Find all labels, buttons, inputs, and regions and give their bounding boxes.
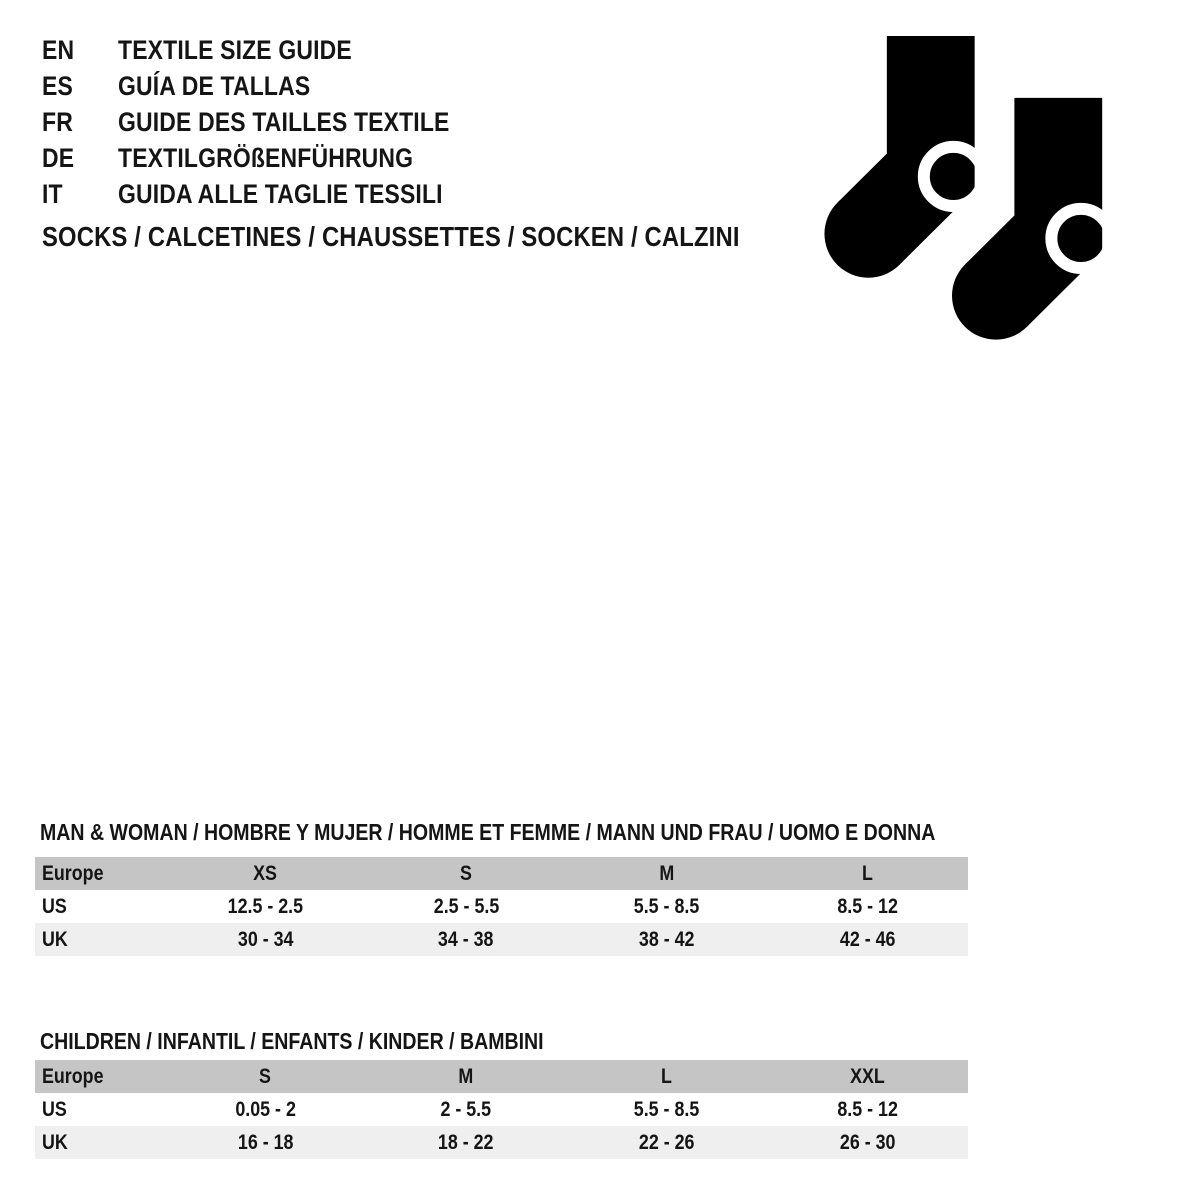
language-code: EN [42,34,75,65]
language-label: GUIDE DES TAILLES TEXTILE [118,106,450,137]
row-label: UK [42,1130,68,1154]
size-value: 8.5 - 12 [837,1097,898,1121]
size-value: 30 - 34 [237,927,294,951]
column-header: L [661,1064,673,1088]
size-value: 2 - 5.5 [440,1097,492,1121]
column-header: XXL [850,1064,885,1088]
table-row-us [35,1093,968,1126]
language-code: IT [42,178,63,209]
man-woman-title: MAN & WOMAN / HOMBRE Y MUJER / HOMME ET FEMME / MANN UND FRAU / UOMO E DONNA [40,819,936,845]
socks-icon [822,36,1131,341]
language-row-es [42,68,508,104]
size-value: 38 - 42 [639,927,695,951]
size-value: 12.5 - 2.5 [227,894,304,918]
man-woman-table [35,857,968,956]
size-value: 22 - 26 [639,1130,695,1154]
language-row-en [42,32,508,68]
table-header-row [35,1060,968,1093]
size-value: 34 - 38 [438,927,494,951]
column-header: M [659,861,675,885]
children-table [35,1060,968,1159]
column-header: S [460,861,473,885]
language-code: DE [42,142,75,173]
language-label: GUIDA ALLE TAGLIE TESSILI [118,178,443,209]
language-label: TEXTILGRÖßENFÜHRUNG [118,142,414,173]
size-value: 0.05 - 2 [235,1097,296,1121]
language-list [42,32,508,212]
column-header: S [259,1064,272,1088]
size-value: 42 - 46 [839,927,896,951]
column-header: XS [253,861,278,885]
size-value: 5.5 - 8.5 [634,894,700,918]
language-row-de [42,140,508,176]
language-code: FR [42,106,73,137]
size-value: 26 - 30 [839,1130,896,1154]
table-row-uk [35,1126,968,1159]
column-header: Europe [42,861,104,885]
children-title: CHILDREN / INFANTIL / ENFANTS / KINDER / BAMBINI [40,1028,544,1054]
table-row-uk [35,923,968,956]
size-value: 8.5 - 12 [837,894,898,918]
row-label: UK [42,927,68,951]
column-header: Europe [42,1064,104,1088]
table-header-row [35,857,968,890]
language-label: TEXTILE SIZE GUIDE [118,34,352,65]
size-value: 16 - 18 [237,1130,294,1154]
row-label: US [42,894,67,918]
row-label: US [42,1097,67,1121]
language-code: ES [42,70,73,101]
size-value: 2.5 - 5.5 [433,894,499,918]
column-header: M [458,1064,474,1088]
column-header: L [862,861,874,885]
language-label: GUÍA DE TALLAS [118,70,311,101]
language-row-fr [42,104,508,140]
category-heading: SOCKS / CALCETINES / CHAUSSETTES / SOCKEN / CALZINI [42,221,740,252]
language-row-it [42,176,508,212]
table-row-us [35,890,968,923]
size-value: 5.5 - 8.5 [634,1097,700,1121]
size-value: 18 - 22 [438,1130,494,1154]
